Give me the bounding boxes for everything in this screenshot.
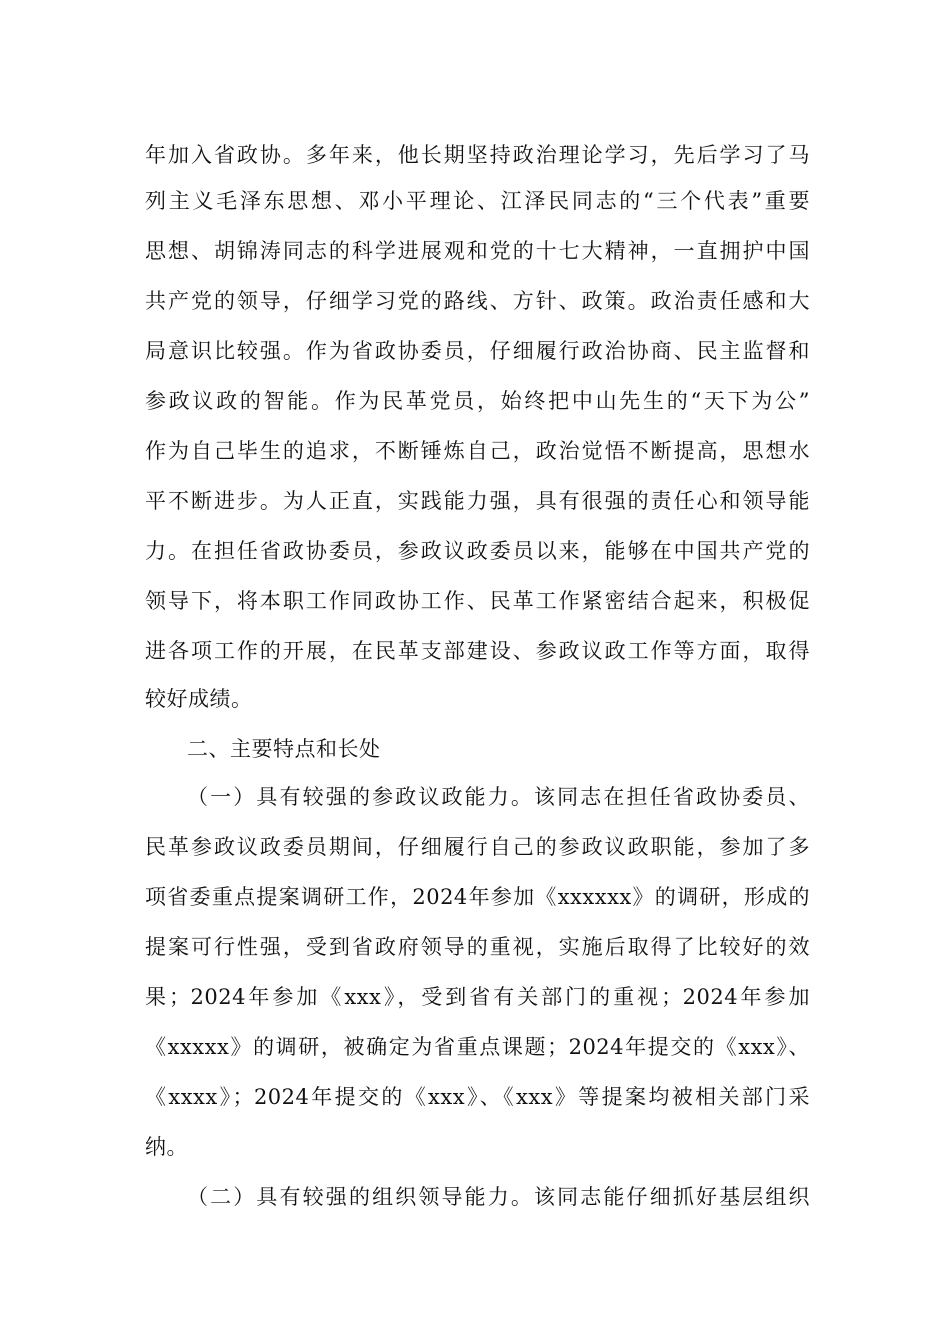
text-line: （二）具有较强的组织领导能力。该同志能仔细抓好基层组织 <box>187 1185 810 1209</box>
text-line: 作为自己毕生的追求，不断锤炼自己，政治觉悟不断提高，思想水 <box>145 439 810 463</box>
text-line: 《xxxxx》的调研，被确定为省重点课题；2024年提交的《xxx》、 <box>145 1035 810 1059</box>
text-line: 思想、胡锦涛同志的科学进展观和党的十七大精神，一直拥护中国 <box>145 239 810 263</box>
text-line: 力。在担任省政协委员，参政议政委员以来，能够在中国共产党的 <box>145 539 810 563</box>
text-line: 民革参政议政委员期间，仔细履行自己的参政议政职能，参加了多 <box>145 835 810 859</box>
text-line: 果；2024年参加《xxx》，受到省有关部门的重视；2024年参加 <box>145 985 810 1009</box>
text-line: 《xxxx》；2024年提交的《xxx》、《xxx》等提案均被相关部门采 <box>145 1085 810 1109</box>
text-line: （一）具有较强的参政议政能力。该同志在担任省政协委员、 <box>187 785 810 809</box>
text-line: 项省委重点提案调研工作，2024年参加《xxxxxx》的调研，形成的 <box>145 885 810 909</box>
text-line: 局意识比较强。作为省政协委员，仔细履行政治协商、民主监督和 <box>145 339 810 363</box>
text-line: 参政议政的智能。作为民革党员，始终把中山先生的“天下为公” <box>145 389 810 413</box>
text-line: 领导下，将本职工作同政协工作、民革工作紧密结合起来，积极促 <box>145 589 810 613</box>
text-line: 较好成绩。 <box>145 687 253 711</box>
section-heading: 二、主要特点和长处 <box>187 737 381 761</box>
text-line: 进各项工作的开展，在民革支部建设、参政议政工作等方面，取得 <box>145 639 810 663</box>
text-line: 平不断进步。为人正直，实践能力强，具有很强的责任心和领导能 <box>145 489 810 513</box>
text-line: 纳。 <box>145 1135 188 1159</box>
text-line: 共产党的领导，仔细学习党的路线、方针、政策。政治责任感和大 <box>145 289 810 313</box>
text-line: 提案可行性强，受到省政府领导的重视，实施后取得了比较好的效 <box>145 935 810 959</box>
text-line: 年加入省政协。多年来，他长期坚持政治理论学习，先后学习了马 <box>145 143 810 167</box>
text-line: 列主义毛泽东思想、邓小平理论、江泽民同志的“三个代表”重要 <box>145 189 810 213</box>
